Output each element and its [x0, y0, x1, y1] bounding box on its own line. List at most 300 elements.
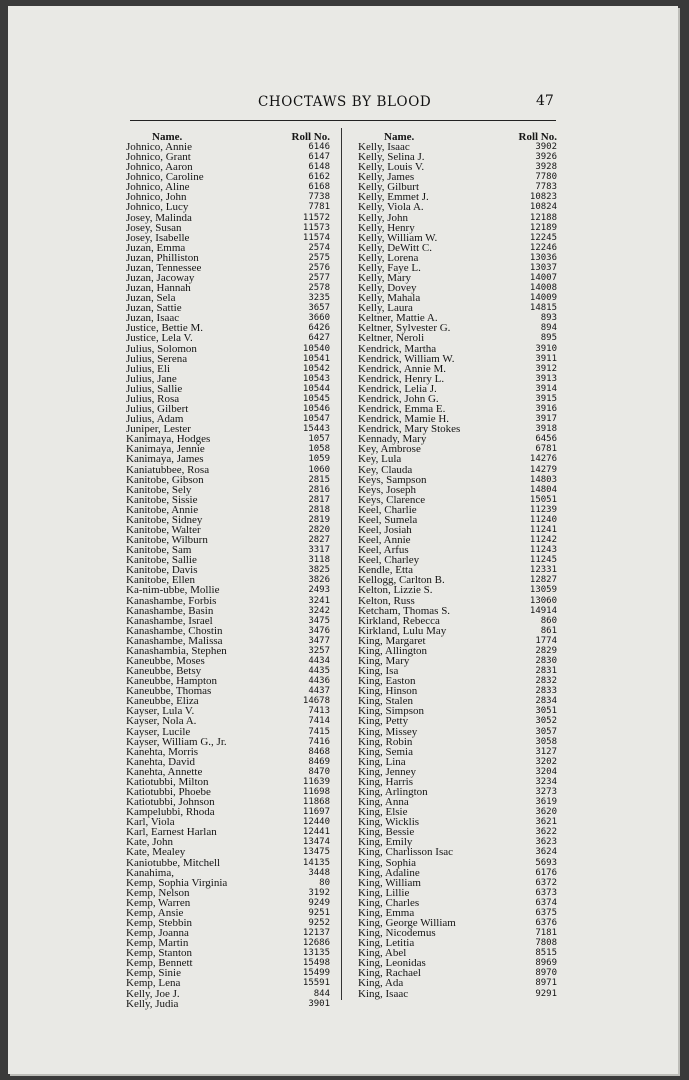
entry-name: Kemp, Lena — [126, 977, 181, 990]
entry-roll-number: 895 — [540, 333, 557, 344]
entry-name: King, Easton — [358, 675, 416, 688]
entry-name: Julius, Rosa — [126, 392, 180, 405]
entry-roll-number: 11573 — [302, 222, 330, 233]
entry-roll-number: 11239 — [529, 504, 557, 515]
entry-name: Kelly, Joe J. — [126, 987, 180, 1000]
entry-roll-number: 8969 — [535, 958, 557, 969]
entry-roll-number: 9249 — [308, 897, 330, 908]
entry-roll-number: 7413 — [308, 706, 330, 717]
entry-roll-number: 13060 — [529, 595, 557, 606]
entry-name: King, Letitia — [358, 937, 415, 950]
entry-roll-number: 6374 — [535, 897, 557, 908]
entry-roll-number: 13036 — [529, 252, 557, 263]
entry-name: Keys, Sampson — [358, 473, 427, 486]
entry-name: Key, Ambrose — [358, 443, 421, 456]
entry-name: Kelly, James — [358, 171, 415, 184]
entry-name: Julius, Serena — [126, 352, 188, 365]
entry-roll-number: 844 — [313, 988, 330, 999]
entry-roll-number: 2832 — [535, 676, 557, 687]
entry-name: Kaneubbe, Eliza — [126, 695, 199, 708]
entry-roll-number: 7738 — [308, 192, 330, 203]
left-column — [126, 132, 330, 1009]
entry-name: Kanitobe, Walter — [126, 523, 201, 536]
entry-roll-number: 12827 — [529, 575, 557, 586]
entry-roll-number: 11243 — [529, 545, 557, 556]
entry-roll-number: 9251 — [308, 907, 330, 918]
entry-name: Kelly, Louis V. — [358, 161, 425, 174]
entry-roll-number: 3257 — [308, 645, 330, 656]
entry-name: Kemp, Bennett — [126, 957, 193, 970]
entry-roll-number: 2820 — [308, 524, 330, 535]
entry-name: Julius, Gilbert — [126, 403, 189, 416]
entry-name: Kaniotubbe, Mitchell — [126, 856, 221, 869]
entry-roll-number: 6781 — [535, 444, 557, 455]
entry-name: King, Leonidas — [358, 957, 426, 970]
entry-roll-number: 2831 — [535, 666, 557, 677]
entry-roll-number: 10540 — [302, 343, 330, 354]
entry-roll-number: 3918 — [535, 424, 557, 435]
entry-name: Johnico, Lucy — [126, 201, 189, 214]
entry-roll-number: 861 — [540, 625, 557, 636]
entry-roll-number: 3917 — [535, 414, 557, 425]
entry-name: Kanitobe, Sely — [126, 483, 192, 496]
entry-name: Kanitobe, Sissie — [126, 493, 198, 506]
entry-name: Justice, Lela V. — [126, 332, 193, 345]
entry-roll-number: 12245 — [529, 232, 557, 243]
entry-roll-number: 10545 — [302, 393, 330, 404]
entry-name: Kaniatubbee, Rosa — [126, 463, 210, 476]
entry-name: Kemp, Stanton — [126, 947, 192, 960]
entry-roll-number: 11245 — [529, 555, 557, 566]
entry-roll-number: 10546 — [302, 404, 330, 415]
entry-name: Kemp, Stebbin — [126, 917, 192, 930]
entry-roll-number: 3241 — [308, 595, 330, 606]
entry-roll-number: 15443 — [302, 424, 330, 435]
entry-roll-number: 2827 — [308, 535, 330, 546]
entry-name: Juzan, Emma — [126, 241, 186, 254]
entry-name: Kaneubbe, Moses — [126, 654, 205, 667]
entry-name: King, Isaac — [358, 987, 409, 1000]
name-header: Name. — [384, 131, 415, 143]
entry-roll-number: 2817 — [308, 494, 330, 505]
entry-name: Kanitobe, Annie — [126, 503, 199, 516]
entry-name: Kemp, Sophia Virginia — [126, 876, 228, 889]
entry-name: Juniper, Lester — [126, 423, 191, 436]
entry-name: Kelly, Gilburt — [358, 181, 419, 194]
entry-roll-number: 3624 — [535, 847, 557, 858]
entry-name: Kendrick, John G. — [358, 392, 439, 405]
entry-roll-number: 6456 — [535, 434, 557, 445]
entry-name: Kanehta, David — [126, 755, 196, 768]
entry-name: Juzan, Hannah — [126, 282, 191, 295]
entry-roll-number: 3317 — [308, 545, 330, 556]
entry-name: Kemp, Martin — [126, 937, 189, 950]
entry-roll-number: 893 — [540, 313, 557, 324]
page-number: 47 — [536, 93, 554, 109]
roll-header: Roll No. — [518, 131, 557, 143]
entry-name: Keel, Charley — [358, 554, 420, 567]
entry-roll-number: 6148 — [308, 162, 330, 173]
entry-name: Kate, Mealey — [126, 846, 186, 859]
entry-name: Josey, Malinda — [126, 211, 192, 224]
entry-name: King, Harris — [358, 775, 413, 788]
entry-roll-number: 3051 — [535, 706, 557, 717]
entry-name: Juzan, Tennessee — [126, 261, 202, 274]
entry-roll-number: 11574 — [302, 232, 330, 243]
entry-roll-number: 7415 — [308, 726, 330, 737]
entry-roll-number: 3657 — [308, 303, 330, 314]
entry-name: Kirkland, Rebecca — [358, 614, 440, 627]
entry-roll-number: 6168 — [308, 182, 330, 193]
entry-name: Kendrick, Annie M. — [358, 362, 446, 375]
entry-name: Kendrick, Henry L. — [358, 372, 445, 385]
entry-roll-number: 2834 — [535, 696, 557, 707]
entry-name: Key, Lula — [358, 453, 402, 466]
entry-roll-number: 2576 — [308, 262, 330, 273]
entry-roll-number: 3915 — [535, 393, 557, 404]
entry-roll-number: 3911 — [535, 353, 557, 364]
entry-name: Keltner, Sylvester G. — [358, 322, 451, 335]
entry-name: Kemp, Nelson — [126, 886, 190, 899]
entry-name: Keltner, Mattie A. — [358, 312, 438, 325]
entry-roll-number: 14009 — [529, 293, 557, 304]
entry-name: King, Hinson — [358, 685, 418, 698]
entry-roll-number: 13475 — [302, 847, 330, 858]
entry-roll-number: 12188 — [529, 212, 557, 223]
entry-name: Kendrick, Mamie H. — [358, 413, 450, 426]
entry-name: Keys, Clarence — [358, 493, 426, 506]
entry-roll-number: 8468 — [308, 746, 330, 757]
page-header — [8, 94, 678, 122]
entry-roll-number: 3127 — [535, 746, 557, 757]
entry-roll-number: 3204 — [535, 766, 557, 777]
entry-name: Kanimaya, Hodges — [126, 433, 211, 446]
entry-name: Kanitobe, Sidney — [126, 513, 203, 526]
entry-roll-number: 3619 — [535, 797, 557, 808]
entry-name: Kanashambe, Israel — [126, 614, 213, 627]
entry-name: King, Ada — [358, 977, 404, 990]
entry-name: Kelly, Dovey — [358, 282, 417, 295]
entry-roll-number: 3058 — [535, 736, 557, 747]
entry-roll-number: 6162 — [308, 172, 330, 183]
entry-roll-number: 6375 — [535, 907, 557, 918]
entry-roll-number: 3913 — [535, 373, 557, 384]
entry-roll-number: 8469 — [308, 756, 330, 767]
entry-roll-number: 12686 — [302, 938, 330, 949]
entry-name: Kendrick, William W. — [358, 352, 455, 365]
entry-name: Kanimaya, Jennie — [126, 443, 205, 456]
entry-name: Juzan, Isaac — [126, 312, 180, 325]
entry-roll-number: 2833 — [535, 686, 557, 697]
entry-roll-number: 3273 — [535, 787, 557, 797]
page-title: CHOCTAWS BY BLOOD — [258, 94, 432, 110]
entry-name: Johnico, Annie — [126, 141, 192, 153]
entry-name: Kelly, William W. — [358, 231, 438, 244]
entry-name: Johnico, Caroline — [126, 171, 204, 184]
entry-name: Kelly, John — [358, 211, 409, 224]
entry-name: King, Nicodemus — [358, 927, 436, 940]
entry-name: King, Semia — [358, 745, 413, 758]
entry-name: Johnico, Grant — [126, 151, 191, 164]
entry-roll-number: 14804 — [529, 484, 557, 495]
entry-roll-number: 3202 — [535, 756, 557, 767]
entry-roll-number: 6146 — [308, 142, 330, 152]
entry-roll-number: 4435 — [308, 666, 330, 677]
entry-roll-number: 12246 — [529, 242, 557, 253]
entry-roll-number: 11240 — [529, 514, 557, 525]
header-rule — [130, 120, 556, 121]
entry-roll-number: 3477 — [308, 635, 330, 646]
entry-roll-number: 6426 — [308, 323, 330, 334]
entry-name: Kemp, Sinie — [126, 967, 181, 980]
entry-name: Keys, Joseph — [358, 483, 417, 496]
entry-name: Kanitobe, Davis — [126, 564, 198, 577]
entry-roll-number: 3192 — [308, 887, 330, 898]
entry-roll-number: 4434 — [308, 655, 330, 666]
entry-roll-number: 11242 — [529, 535, 557, 546]
entry-roll-number: 8470 — [308, 766, 330, 777]
entry-name: Kendrick, Mary Stokes — [358, 423, 461, 436]
entry-roll-number: 14815 — [529, 303, 557, 314]
entry-roll-number: 1774 — [535, 635, 557, 646]
entry-name: Kemp, Ansie — [126, 906, 184, 919]
entry-roll-number: 12331 — [529, 565, 557, 576]
entry-roll-number: 3926 — [535, 152, 557, 163]
entry-roll-number: 8971 — [535, 978, 557, 989]
entry-roll-number: 894 — [540, 323, 557, 334]
entry-roll-number: 3052 — [535, 716, 557, 727]
entry-name: Johnico, Aline — [126, 181, 190, 194]
entry-roll-number: 13474 — [302, 837, 330, 848]
entry-roll-number: 14914 — [529, 605, 557, 616]
entry-name: Juzan, Sela — [126, 292, 176, 305]
entry-name: Julius, Eli — [126, 362, 171, 375]
entry-roll-number: 3234 — [535, 776, 557, 787]
entry-name: Julius, Solomon — [126, 342, 197, 355]
entry-name: King, Allington — [358, 644, 428, 657]
roll-entry — [358, 989, 557, 999]
entry-name: Keel, Sumela — [358, 513, 418, 526]
entry-name: Juzan, Sattie — [126, 302, 182, 315]
entry-name: Kelly, Mahala — [358, 292, 421, 305]
entry-roll-number: 6376 — [535, 918, 557, 929]
entry-roll-number: 7780 — [535, 172, 557, 183]
entry-name: Katiotubbi, Milton — [126, 775, 209, 788]
entry-roll-number: 11241 — [529, 524, 557, 535]
entry-roll-number: 12440 — [302, 817, 330, 828]
entry-name: King, Charlisson Isac — [358, 846, 454, 859]
entry-name: Kate, John — [126, 836, 174, 849]
entry-name: Kelly, Lorena — [358, 251, 419, 264]
entry-roll-number: 12137 — [302, 928, 330, 939]
entry-roll-number: 7808 — [535, 938, 557, 949]
entry-name: Kelly, Selina J. — [358, 151, 425, 164]
entry-name: King, Simpson — [358, 705, 425, 718]
entry-name: Keltner, Neroli — [358, 332, 425, 345]
roll-entry — [126, 999, 330, 1009]
entry-name: Keel, Annie — [358, 534, 411, 547]
entry-roll-number: 3912 — [535, 363, 557, 374]
entry-name: Kaneubbe, Thomas — [126, 685, 212, 698]
entry-roll-number: 10824 — [529, 202, 557, 213]
entry-roll-number: 13037 — [529, 262, 557, 273]
entry-roll-number: 3475 — [308, 615, 330, 626]
entry-name: King, Lina — [358, 755, 406, 768]
entry-name: Katiotubbi, Johnson — [126, 796, 215, 809]
entry-roll-number: 3118 — [308, 555, 330, 566]
entry-name: Kendrick, Lelia J. — [358, 382, 437, 395]
entry-roll-number: 15591 — [302, 978, 330, 989]
entry-roll-number: 5693 — [535, 857, 557, 868]
entry-name: Kanitobe, Gibson — [126, 473, 204, 486]
entry-name: King, Petty — [358, 715, 409, 728]
entry-roll-number: 1057 — [308, 434, 330, 445]
entry-name: King, Arlington — [358, 786, 428, 798]
entry-name: Kanehta, Annette — [126, 765, 203, 778]
entry-roll-number: 3623 — [535, 837, 557, 848]
entry-name: King, Emma — [358, 906, 415, 919]
entry-name: Kelly, Mary — [358, 272, 412, 285]
entry-name: Kayser, William G., Jr. — [126, 735, 227, 748]
entry-name: King, Rachael — [358, 967, 421, 980]
entry-roll-number: 3825 — [308, 565, 330, 576]
entry-name: Kelly, Viola A. — [358, 201, 424, 214]
entry-roll-number: 3242 — [308, 605, 330, 616]
entry-name: King, Stalen — [358, 695, 413, 708]
entry-roll-number: 14008 — [529, 283, 557, 294]
entry-name: Karl, Viola — [126, 816, 175, 829]
entry-name: Kanashambe, Forbis — [126, 594, 217, 607]
entry-roll-number: 3620 — [535, 807, 557, 818]
entry-roll-number: 7414 — [308, 716, 330, 727]
entry-roll-number: 13059 — [529, 585, 557, 596]
entry-name: Kanehta, Morris — [126, 745, 199, 758]
entry-roll-number: 10823 — [529, 192, 557, 203]
entry-roll-number: 3910 — [535, 343, 557, 354]
entry-roll-number: 11697 — [302, 807, 330, 818]
entry-name: Katiotubbi, Phoebe — [126, 786, 211, 798]
entry-roll-number: 9252 — [308, 918, 330, 929]
entry-roll-number: 11698 — [302, 787, 330, 797]
entry-roll-number: 2818 — [308, 504, 330, 515]
entry-roll-number: 3826 — [308, 575, 330, 586]
entry-name: Johnico, Aaron — [126, 161, 193, 174]
entry-name: King, William — [358, 876, 421, 889]
entry-name: King, Bessie — [358, 826, 415, 839]
entry-roll-number: 12441 — [302, 827, 330, 838]
entry-name: Kelton, Russ — [358, 594, 415, 607]
entry-roll-number: 1058 — [308, 444, 330, 455]
entry-name: Kaneubbe, Betsy — [126, 665, 202, 678]
entry-name: King, Wicklis — [358, 816, 420, 829]
entry-name: Josey, Isabelle — [126, 231, 190, 244]
entry-roll-number: 15498 — [302, 958, 330, 969]
entry-roll-number: 11868 — [302, 797, 330, 808]
entry-name: Kelly, Judia — [126, 997, 179, 1010]
entry-roll-number: 7783 — [535, 182, 557, 193]
entry-roll-number: 2829 — [535, 645, 557, 656]
entry-roll-number: 2815 — [308, 474, 330, 485]
entry-roll-number: 1060 — [308, 464, 330, 475]
entry-name: Kampelubbi, Rhoda — [126, 806, 215, 819]
entry-roll-number: 2830 — [535, 655, 557, 666]
entry-name: King, Mary — [358, 654, 410, 667]
right-column — [358, 132, 557, 999]
entry-name: Julius, Jane — [126, 372, 177, 385]
entry-name: Kelly, Henry — [358, 221, 415, 234]
entry-name: King, Jenney — [358, 765, 417, 778]
entry-roll-number: 7416 — [308, 736, 330, 747]
entry-roll-number: 13135 — [302, 948, 330, 959]
entry-name: Kanitobe, Sallie — [126, 554, 197, 567]
entry-roll-number: 7181 — [535, 928, 557, 939]
entry-roll-number: 7781 — [308, 202, 330, 213]
entry-name: Juzan, Jacoway — [126, 272, 195, 285]
entry-roll-number: 3901 — [308, 998, 330, 1009]
entry-roll-number: 6373 — [535, 887, 557, 898]
entry-roll-number: 14276 — [529, 454, 557, 465]
roll-entry — [358, 585, 557, 595]
entry-roll-number: 3916 — [535, 404, 557, 415]
entry-name: Kanitobe, Wilburn — [126, 534, 208, 547]
entry-name: Kanashambe, Basin — [126, 604, 214, 617]
entry-roll-number: 15499 — [302, 968, 330, 979]
entry-roll-number: 6176 — [535, 867, 557, 878]
entry-name: Kemp, Joanna — [126, 927, 189, 940]
entry-name: King, Anna — [358, 796, 409, 809]
entry-roll-number: 12189 — [529, 222, 557, 233]
entry-roll-number: 4436 — [308, 676, 330, 687]
entry-name: Josey, Susan — [126, 221, 182, 234]
entry-name: Keel, Josiah — [358, 523, 412, 536]
entry-name: Kanitobe, Sam — [126, 544, 192, 557]
entry-name: Kaneubbe, Hampton — [126, 675, 218, 688]
entry-name: King, Margaret — [358, 634, 426, 647]
entry-name: Kanashambe, Chostin — [126, 624, 223, 637]
entry-roll-number: 80 — [319, 877, 330, 888]
entry-roll-number: 1059 — [308, 454, 330, 465]
entry-name: Kendrick, Martha — [358, 342, 437, 355]
entry-name: Johnico, John — [126, 191, 187, 204]
entry-roll-number: 11572 — [302, 212, 330, 223]
entry-roll-number: 10547 — [302, 414, 330, 425]
entry-name: Kellogg, Carlton B. — [358, 574, 445, 587]
entry-roll-number: 14279 — [529, 464, 557, 475]
entry-roll-number: 3476 — [308, 625, 330, 636]
entry-name: Justice, Bettie M. — [126, 322, 203, 335]
entry-name: Kelly, Isaac — [358, 141, 410, 153]
entry-name: King, Charles — [358, 896, 420, 909]
entry-name: Kanitobe, Ellen — [126, 574, 196, 587]
entry-name: Kelly, Faye L. — [358, 261, 421, 274]
entry-name: King, Elsie — [358, 806, 408, 819]
entry-roll-number: 14803 — [529, 474, 557, 485]
entry-name: King, Lillie — [358, 886, 410, 899]
entry-roll-number: 3902 — [535, 142, 557, 152]
entry-name: Karl, Earnest Harlan — [126, 826, 217, 839]
entry-name: Kayser, Nola A. — [126, 715, 197, 728]
entry-roll-number: 2574 — [308, 242, 330, 253]
entry-name: Ka-nim-ubbe, Mollie — [126, 584, 220, 597]
entry-roll-number: 3621 — [535, 817, 557, 828]
entry-name: Kelly, Emmet J. — [358, 191, 429, 204]
entry-roll-number: 8515 — [535, 948, 557, 959]
entry-name: Kelly, DeWitt C. — [358, 241, 432, 254]
roll-entry — [126, 454, 330, 464]
column-divider — [341, 128, 342, 1000]
entry-name: Kanimaya, James — [126, 453, 204, 466]
entry-roll-number: 3448 — [308, 867, 330, 878]
